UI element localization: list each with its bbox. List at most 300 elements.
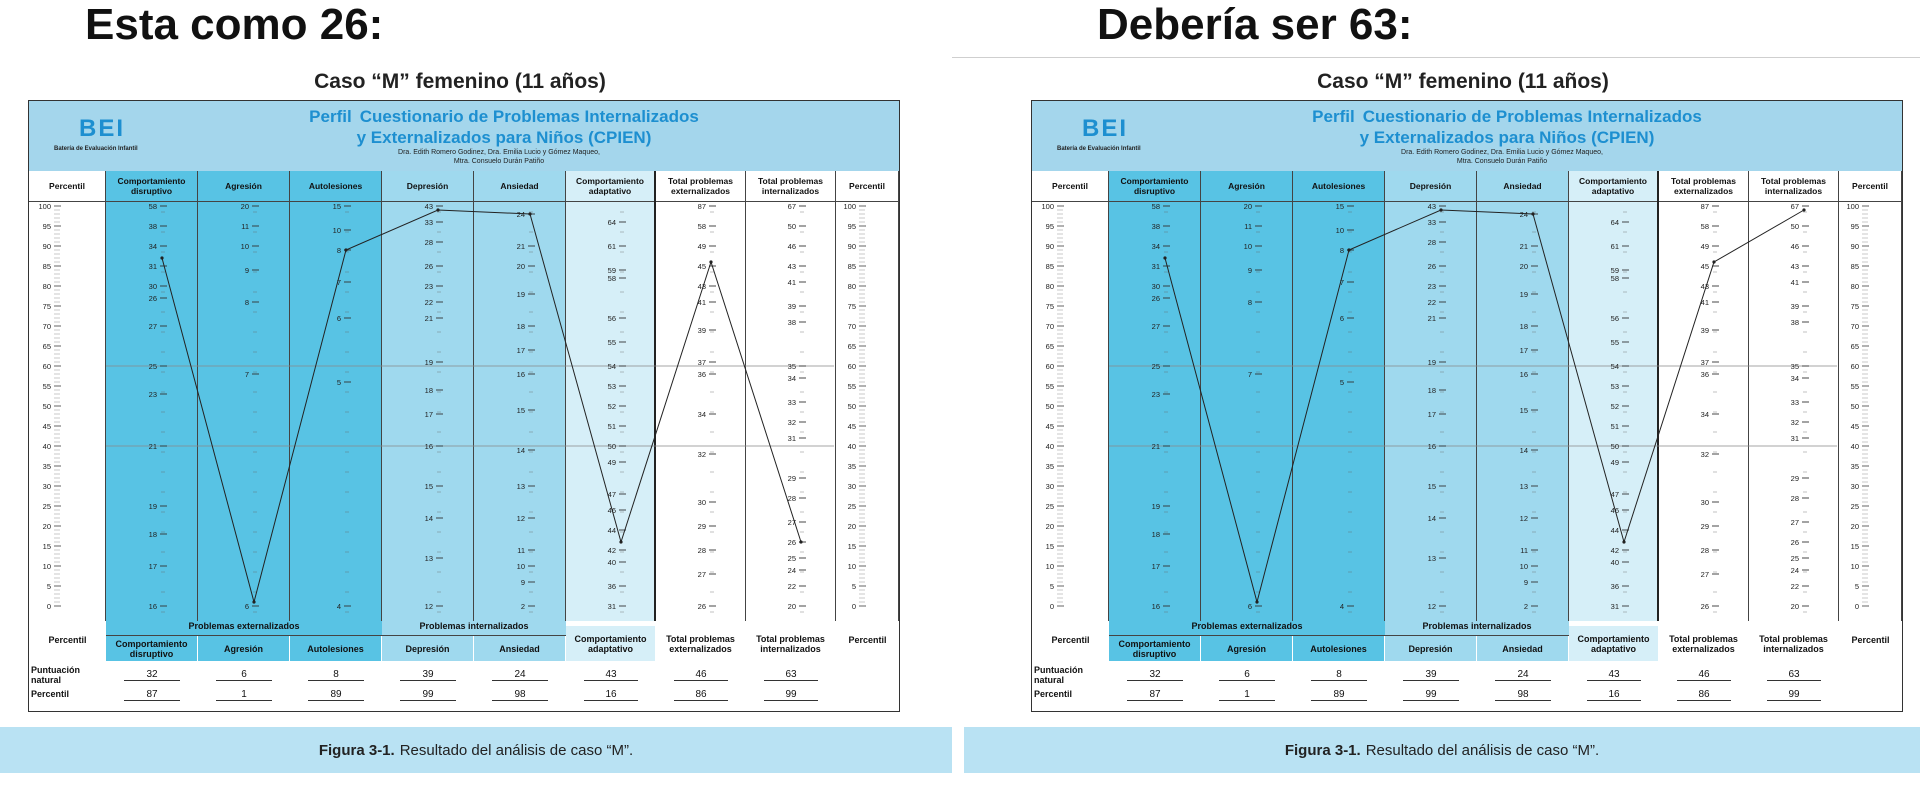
scale-tick-label: 6 bbox=[336, 314, 341, 323]
percentile-tick-label: 35 bbox=[1850, 462, 1859, 471]
scale-tick-label: 39 bbox=[697, 326, 706, 335]
scale-tick-label: 12 bbox=[1519, 514, 1528, 523]
scale-tick-label: 22 bbox=[424, 298, 433, 307]
percentile-tick-label: 20 bbox=[42, 522, 51, 531]
percentile-tick-label: 15 bbox=[1850, 542, 1859, 551]
scale-tick-label: 19 bbox=[1427, 358, 1436, 367]
scale-tick-label: 10 bbox=[332, 226, 341, 235]
scale-tick-label: 16 bbox=[424, 442, 433, 451]
scale-tick-label: 22 bbox=[1790, 582, 1799, 591]
percentile-tick-label: 50 bbox=[1045, 402, 1054, 411]
scale-tick-label: 32 bbox=[787, 418, 796, 427]
authors-line1: Dra. Edith Romero Godinez, Dra. Emilia Lucio y Gómez Maqueo, bbox=[1401, 149, 1603, 156]
scale-tick-label: 25 bbox=[148, 362, 157, 371]
scale-tick-label: 51 bbox=[607, 422, 616, 431]
scale-tick-label: 34 bbox=[1700, 410, 1709, 419]
percentile-score: 98 bbox=[1495, 689, 1551, 701]
scale-tick-label: 10 bbox=[1519, 562, 1528, 571]
percentile-tick-label: 40 bbox=[42, 442, 51, 451]
scale-tick-label: 58 bbox=[1610, 274, 1619, 283]
percentile-tick-label: 20 bbox=[847, 522, 856, 531]
scale-tick-label: 11 bbox=[241, 222, 249, 231]
caption-bar-right bbox=[964, 727, 1920, 773]
scale-tick-label: 31 bbox=[787, 434, 796, 443]
column-header: Autolesiones bbox=[290, 171, 381, 202]
percentile-score: 16 bbox=[584, 689, 638, 701]
profile-sheet bbox=[28, 100, 900, 712]
percentile-tick-label: 10 bbox=[847, 562, 856, 571]
scale-tick-label: 33 bbox=[424, 218, 433, 227]
natural-score: 24 bbox=[1495, 669, 1551, 681]
percentile-score: 89 bbox=[308, 689, 364, 701]
scale-tick-label: 21 bbox=[424, 314, 433, 323]
column-header: Agresión bbox=[1201, 171, 1292, 202]
scale-tick-label: 4 bbox=[336, 602, 341, 611]
column-header: Total problemas internalizados bbox=[746, 171, 835, 202]
profile-point bbox=[1802, 208, 1805, 211]
scale-tick-label: 9 bbox=[520, 578, 525, 587]
scale-tick-label: 26 bbox=[148, 294, 157, 303]
scale-tick-label: 30 bbox=[1151, 282, 1160, 291]
scale-tick-label: 21 bbox=[1151, 442, 1160, 451]
scale-tick-label: 49 bbox=[1610, 458, 1619, 467]
scale-tick-label: 52 bbox=[607, 402, 616, 411]
scale-tick-label: 15 bbox=[1335, 202, 1344, 211]
footer-column-label: Comportamiento adaptativo bbox=[566, 626, 655, 661]
percentile-tick-label: 65 bbox=[847, 342, 856, 351]
scale-tick-label: 35 bbox=[1790, 362, 1799, 371]
scale-tick-label: 34 bbox=[1151, 242, 1160, 251]
profile-plot bbox=[1032, 171, 1902, 621]
percentile-tick-label: 5 bbox=[1049, 582, 1054, 591]
column-header: Total problemas externalizados bbox=[656, 171, 745, 202]
bei-logo: BEI bbox=[1082, 115, 1129, 142]
scale-tick-label: 10 bbox=[1243, 242, 1252, 251]
scale-tick-label: 42 bbox=[607, 546, 616, 555]
natural-score: 32 bbox=[1127, 669, 1183, 681]
natural-score: 63 bbox=[764, 669, 818, 681]
scale-tick-label: 27 bbox=[148, 322, 157, 331]
scale-tick-label: 14 bbox=[516, 446, 525, 455]
scale-tick-label: 15 bbox=[424, 482, 433, 491]
scale-tick-label: 16 bbox=[516, 370, 525, 379]
percentile-tick-label: 95 bbox=[1045, 222, 1054, 231]
natural-score: 8 bbox=[308, 669, 364, 681]
scale-tick-label: 41 bbox=[787, 278, 796, 287]
percentile-tick-label: 30 bbox=[847, 482, 856, 491]
scale-tick-label: 39 bbox=[1700, 326, 1709, 335]
scale-tick-label: 9 bbox=[1247, 266, 1252, 275]
percentile-tick-label: 5 bbox=[851, 582, 856, 591]
scale-tick-label: 9 bbox=[1523, 578, 1528, 587]
percentile-tick-label: 45 bbox=[1850, 422, 1859, 431]
sheet-title-line1 bbox=[229, 107, 779, 127]
percentile-tick-label: 50 bbox=[1850, 402, 1859, 411]
scale-tick-label: 31 bbox=[148, 262, 157, 271]
scale-tick-label: 7 bbox=[1247, 370, 1252, 379]
scale-tick-label: 28 bbox=[697, 546, 706, 555]
scale-tick-label: 28 bbox=[1427, 238, 1436, 247]
caption-text: Resultado del análisis de caso “M”. bbox=[399, 741, 634, 759]
profile-panel-right bbox=[1003, 70, 1920, 705]
scale-tick-label: 18 bbox=[1151, 530, 1160, 539]
footer-column-label: Autolesiones bbox=[290, 636, 381, 661]
scale-tick-label: 21 bbox=[1427, 314, 1436, 323]
percentile-tick-label: 60 bbox=[1045, 362, 1054, 371]
scale-tick-label: 53 bbox=[1610, 382, 1619, 391]
scale-tick-label: 15 bbox=[516, 406, 525, 415]
footer-percentil-left: Percentil bbox=[1051, 635, 1090, 645]
profile-point bbox=[436, 208, 439, 211]
scale-tick-label: 19 bbox=[424, 358, 433, 367]
scale-tick-label: 50 bbox=[1790, 222, 1799, 231]
percentile-tick-label: 75 bbox=[42, 302, 51, 311]
percentile-tick-label: 90 bbox=[42, 242, 51, 251]
scale-tick-label: 35 bbox=[787, 362, 796, 371]
column-header: Autolesiones bbox=[1293, 171, 1384, 202]
percentile-tick-label: 40 bbox=[1045, 442, 1054, 451]
column-header: Comportamiento adaptativo bbox=[566, 171, 654, 202]
percentile-tick-label: 90 bbox=[1045, 242, 1054, 251]
scale-tick-label: 55 bbox=[607, 338, 616, 347]
percentile-tick-label: 10 bbox=[42, 562, 51, 571]
percentil-row-label: Percentil bbox=[1034, 689, 1073, 699]
footer-column-label: Ansiedad bbox=[474, 636, 565, 661]
scale-tick-label: 12 bbox=[1427, 602, 1436, 611]
sheet-footer bbox=[29, 621, 899, 711]
percentile-tick-label: 65 bbox=[42, 342, 51, 351]
percentile-tick-label: 5 bbox=[46, 582, 51, 591]
scale-tick-label: 50 bbox=[607, 442, 616, 451]
footer-column-label: Comportamiento adaptativo bbox=[1569, 626, 1658, 661]
scale-tick-label: 87 bbox=[1700, 202, 1709, 211]
scale-tick-label: 32 bbox=[1700, 450, 1709, 459]
scale-tick-label: 30 bbox=[1700, 498, 1709, 507]
scale-tick-label: 39 bbox=[787, 302, 796, 311]
percentile-tick-label: 80 bbox=[1850, 282, 1859, 291]
scale-tick-label: 7 bbox=[336, 278, 341, 287]
natural-score: 43 bbox=[584, 669, 638, 681]
scale-tick-label: 32 bbox=[1790, 418, 1799, 427]
scale-tick-label: 50 bbox=[1610, 442, 1619, 451]
footer-column-label: Comportamiento disruptivo bbox=[1109, 636, 1200, 661]
scale-tick-label: 15 bbox=[332, 202, 341, 211]
scale-tick-label: 38 bbox=[787, 318, 796, 327]
footer-column-label: Total problemas externalizados bbox=[1659, 626, 1748, 661]
scale-tick-label: 41 bbox=[1700, 298, 1709, 307]
percentile-tick-label: 25 bbox=[847, 502, 856, 511]
scale-tick-label: 43 bbox=[1700, 282, 1709, 291]
scale-tick-label: 18 bbox=[1519, 322, 1528, 331]
scale-tick-label: 37 bbox=[1700, 358, 1709, 367]
column-header: Total problemas externalizados bbox=[1659, 171, 1748, 202]
scale-tick-label: 20 bbox=[1519, 262, 1528, 271]
scale-tick-label: 22 bbox=[787, 582, 796, 591]
percentile-tick-label: 25 bbox=[1045, 502, 1054, 511]
scale-tick-label: 26 bbox=[1427, 262, 1436, 271]
natural-score: 6 bbox=[1219, 669, 1275, 681]
footer-column-label: Autolesiones bbox=[1293, 636, 1384, 661]
caption-bold: Figura 3-1. bbox=[1284, 741, 1361, 759]
scale-tick-label: 26 bbox=[424, 262, 433, 271]
column-header: Ansiedad bbox=[1477, 171, 1568, 202]
scale-tick-label: 31 bbox=[607, 602, 616, 611]
scale-tick-label: 46 bbox=[607, 506, 616, 515]
column-header: Comportamiento adaptativo bbox=[1569, 171, 1657, 202]
scale-tick-label: 10 bbox=[516, 562, 525, 571]
scale-tick-label: 13 bbox=[516, 482, 525, 491]
percentile-tick-label: 20 bbox=[1850, 522, 1859, 531]
column-header: Percentil bbox=[29, 171, 105, 202]
profile-point bbox=[528, 212, 531, 215]
scale-tick-label: 19 bbox=[1151, 502, 1160, 511]
sheet-banner bbox=[1032, 101, 1902, 172]
scale-tick-label: 49 bbox=[697, 242, 706, 251]
percentile-tick-label: 30 bbox=[1850, 482, 1859, 491]
scale-tick-label: 30 bbox=[148, 282, 157, 291]
scale-tick-label: 45 bbox=[1700, 262, 1709, 271]
percentile-tick-label: 40 bbox=[847, 442, 856, 451]
sheet-title-text1: Cuestionario de Problemas Internalizados bbox=[1362, 107, 1702, 126]
percentile-tick-label: 55 bbox=[847, 382, 856, 391]
scale-tick-label: 8 bbox=[336, 246, 341, 255]
percentil-row-label: Percentil bbox=[31, 689, 70, 699]
scale-tick-label: 13 bbox=[1427, 554, 1436, 563]
scale-tick-label: 33 bbox=[787, 398, 796, 407]
percentile-tick-label: 50 bbox=[42, 402, 51, 411]
percentile-tick-label: 95 bbox=[42, 222, 51, 231]
scale-tick-label: 9 bbox=[244, 266, 249, 275]
percentile-tick-label: 90 bbox=[1850, 242, 1859, 251]
sheet-footer bbox=[1032, 621, 1902, 711]
percentile-tick-label: 10 bbox=[1045, 562, 1054, 571]
percentile-tick-label: 85 bbox=[42, 262, 51, 271]
scale-tick-label: 17 bbox=[1151, 562, 1160, 571]
scale-tick-label: 19 bbox=[148, 502, 157, 511]
scale-tick-label: 39 bbox=[1790, 302, 1799, 311]
scale-tick-label: 46 bbox=[1610, 506, 1619, 515]
footer-column-label: Agresión bbox=[1201, 636, 1292, 661]
scale-tick-label: 17 bbox=[424, 410, 433, 419]
percentile-score: 87 bbox=[124, 689, 180, 701]
scale-tick-label: 34 bbox=[148, 242, 157, 251]
percentile-score: 86 bbox=[1677, 689, 1731, 701]
bei-logo: BEI bbox=[79, 115, 126, 142]
scale-tick-label: 50 bbox=[787, 222, 796, 231]
scale-tick-label: 12 bbox=[424, 602, 433, 611]
percentile-tick-label: 55 bbox=[42, 382, 51, 391]
percentile-tick-label: 70 bbox=[1850, 322, 1859, 331]
scale-tick-label: 31 bbox=[1151, 262, 1160, 271]
scale-tick-label: 20 bbox=[787, 602, 796, 611]
scale-tick-label: 47 bbox=[1610, 490, 1619, 499]
footer-column-label: Agresión bbox=[198, 636, 289, 661]
profile-point bbox=[1712, 260, 1715, 263]
scale-tick-label: 15 bbox=[1519, 406, 1528, 415]
percentile-score: 86 bbox=[674, 689, 728, 701]
footer-percentil-left: Percentil bbox=[48, 635, 87, 645]
percentile-tick-label: 100 bbox=[843, 202, 856, 211]
percentile-tick-label: 85 bbox=[1850, 262, 1859, 271]
scale-tick-label: 19 bbox=[516, 290, 525, 299]
sheet-banner bbox=[29, 101, 899, 172]
scale-tick-label: 36 bbox=[1700, 370, 1709, 379]
profile-plot bbox=[29, 171, 899, 621]
scale-tick-label: 18 bbox=[148, 530, 157, 539]
scale-tick-label: 49 bbox=[1700, 242, 1709, 251]
profile-point bbox=[1531, 212, 1534, 215]
scale-tick-label: 32 bbox=[697, 450, 706, 459]
percentile-tick-label: 25 bbox=[1850, 502, 1859, 511]
scale-tick-label: 17 bbox=[1519, 346, 1528, 355]
scale-tick-label: 13 bbox=[424, 554, 433, 563]
footer-percentil-right: Percentil bbox=[848, 635, 887, 645]
group-int-label: Problemas internalizados bbox=[382, 621, 566, 636]
natural-score: 39 bbox=[1403, 669, 1459, 681]
column-header: Comportamiento disruptivo bbox=[106, 171, 197, 202]
scale-tick-label: 26 bbox=[1700, 602, 1709, 611]
percentile-tick-label: 30 bbox=[1045, 482, 1054, 491]
percentile-tick-label: 60 bbox=[1850, 362, 1859, 371]
authors-line2: Mtra. Consuelo Durán Patiño bbox=[453, 158, 545, 165]
percentile-tick-label: 0 bbox=[1854, 602, 1859, 611]
column-header: Percentil bbox=[1839, 171, 1901, 202]
caption-bar-left bbox=[0, 727, 952, 773]
profile-point bbox=[619, 540, 622, 543]
percentile-tick-label: 100 bbox=[1846, 202, 1859, 211]
percentile-tick-label: 75 bbox=[1045, 302, 1054, 311]
column-header: Depresión bbox=[382, 171, 473, 202]
percentile-tick-label: 75 bbox=[1850, 302, 1859, 311]
left-heading: Esta como 26: bbox=[85, 0, 384, 49]
profile-point bbox=[160, 256, 163, 259]
footer-column-label: Comportamiento disruptivo bbox=[106, 636, 197, 661]
scale-tick-label: 29 bbox=[1790, 474, 1799, 483]
scale-tick-label: 49 bbox=[607, 458, 616, 467]
percentile-tick-label: 65 bbox=[1850, 342, 1859, 351]
profile-sheet bbox=[1031, 100, 1903, 712]
percentile-score: 89 bbox=[1311, 689, 1367, 701]
scale-tick-label: 22 bbox=[1427, 298, 1436, 307]
puntuacion-label: Puntuación natural bbox=[1034, 665, 1083, 685]
scale-tick-label: 25 bbox=[787, 554, 796, 563]
scale-tick-label: 64 bbox=[1610, 218, 1619, 227]
scale-tick-label: 36 bbox=[1610, 582, 1619, 591]
scale-tick-label: 87 bbox=[697, 202, 706, 211]
scale-tick-label: 41 bbox=[697, 298, 706, 307]
scale-tick-label: 6 bbox=[1339, 314, 1344, 323]
percentile-score: 99 bbox=[400, 689, 456, 701]
percentile-score: 16 bbox=[1587, 689, 1641, 701]
percentile-tick-label: 35 bbox=[42, 462, 51, 471]
footer-column-label: Ansiedad bbox=[1477, 636, 1568, 661]
scale-tick-label: 21 bbox=[1519, 242, 1528, 251]
scale-tick-label: 33 bbox=[1790, 398, 1799, 407]
natural-score: 63 bbox=[1767, 669, 1821, 681]
separator-line bbox=[952, 57, 1920, 58]
caption-text: Resultado del análisis de caso “M”. bbox=[1365, 741, 1600, 759]
percentile-tick-label: 35 bbox=[1045, 462, 1054, 471]
natural-score: 43 bbox=[1587, 669, 1641, 681]
scale-tick-label: 10 bbox=[1335, 226, 1344, 235]
scale-tick-label: 17 bbox=[148, 562, 157, 571]
scale-tick-label: 56 bbox=[1610, 314, 1619, 323]
scale-tick-label: 14 bbox=[1519, 446, 1528, 455]
percentile-score: 99 bbox=[764, 689, 818, 701]
natural-score: 46 bbox=[674, 669, 728, 681]
scale-tick-label: 31 bbox=[1790, 434, 1799, 443]
scale-tick-label: 17 bbox=[1427, 410, 1436, 419]
percentile-tick-label: 45 bbox=[1045, 422, 1054, 431]
scale-tick-label: 21 bbox=[148, 442, 157, 451]
percentile-tick-label: 80 bbox=[1045, 282, 1054, 291]
scale-tick-label: 20 bbox=[240, 202, 249, 211]
scale-tick-label: 5 bbox=[336, 378, 341, 387]
profile-point bbox=[1163, 256, 1166, 259]
scale-tick-label: 20 bbox=[1790, 602, 1799, 611]
scale-tick-label: 28 bbox=[1790, 494, 1799, 503]
percentile-tick-label: 40 bbox=[1850, 442, 1859, 451]
scale-tick-label: 24 bbox=[787, 566, 796, 575]
column-header: Agresión bbox=[198, 171, 289, 202]
percentile-score: 98 bbox=[492, 689, 548, 701]
profile-point bbox=[1439, 208, 1442, 211]
natural-score: 32 bbox=[124, 669, 180, 681]
scale-tick-label: 14 bbox=[424, 514, 433, 523]
bei-logo-subtitle: Batería de Evaluación Infantil bbox=[1057, 146, 1141, 152]
scale-tick-label: 58 bbox=[697, 222, 706, 231]
percentile-tick-label: 60 bbox=[847, 362, 856, 371]
scale-tick-label: 43 bbox=[697, 282, 706, 291]
scale-tick-label: 26 bbox=[697, 602, 706, 611]
scale-tick-label: 52 bbox=[1610, 402, 1619, 411]
scale-tick-label: 13 bbox=[1519, 482, 1528, 491]
scale-tick-label: 28 bbox=[1700, 546, 1709, 555]
scale-tick-label: 14 bbox=[1427, 514, 1436, 523]
footer-percentil-right: Percentil bbox=[1851, 635, 1890, 645]
scale-tick-label: 16 bbox=[1519, 370, 1528, 379]
percentile-tick-label: 55 bbox=[1045, 382, 1054, 391]
percentile-tick-label: 70 bbox=[847, 322, 856, 331]
scale-tick-label: 41 bbox=[1790, 278, 1799, 287]
scale-tick-label: 58 bbox=[607, 274, 616, 283]
column-header: Depresión bbox=[1385, 171, 1476, 202]
percentile-tick-label: 75 bbox=[847, 302, 856, 311]
sheet-title-line1 bbox=[1232, 107, 1782, 127]
scale-tick-label: 28 bbox=[424, 238, 433, 247]
percentile-tick-label: 70 bbox=[42, 322, 51, 331]
scale-tick-label: 18 bbox=[1427, 386, 1436, 395]
bei-logo-subtitle: Batería de Evaluación Infantil bbox=[54, 146, 138, 152]
scale-tick-label: 55 bbox=[1610, 338, 1619, 347]
scale-tick-label: 26 bbox=[1151, 294, 1160, 303]
scale-tick-label: 43 bbox=[424, 202, 433, 211]
scale-tick-label: 53 bbox=[607, 382, 616, 391]
caption-bold: Figura 3-1. bbox=[318, 741, 395, 759]
scale-tick-label: 11 bbox=[517, 546, 525, 555]
scale-tick-label: 56 bbox=[607, 314, 616, 323]
scale-tick-label: 23 bbox=[424, 282, 433, 291]
scale-tick-label: 23 bbox=[1427, 282, 1436, 291]
scale-tick-label: 38 bbox=[1790, 318, 1799, 327]
perfil-label: Perfil bbox=[1312, 107, 1355, 126]
percentile-tick-label: 15 bbox=[1045, 542, 1054, 551]
scale-tick-label: 16 bbox=[1427, 442, 1436, 451]
scale-tick-label: 16 bbox=[1151, 602, 1160, 611]
scale-tick-label: 12 bbox=[516, 514, 525, 523]
scale-tick-label: 34 bbox=[787, 374, 796, 383]
scale-tick-label: 4 bbox=[1339, 602, 1344, 611]
